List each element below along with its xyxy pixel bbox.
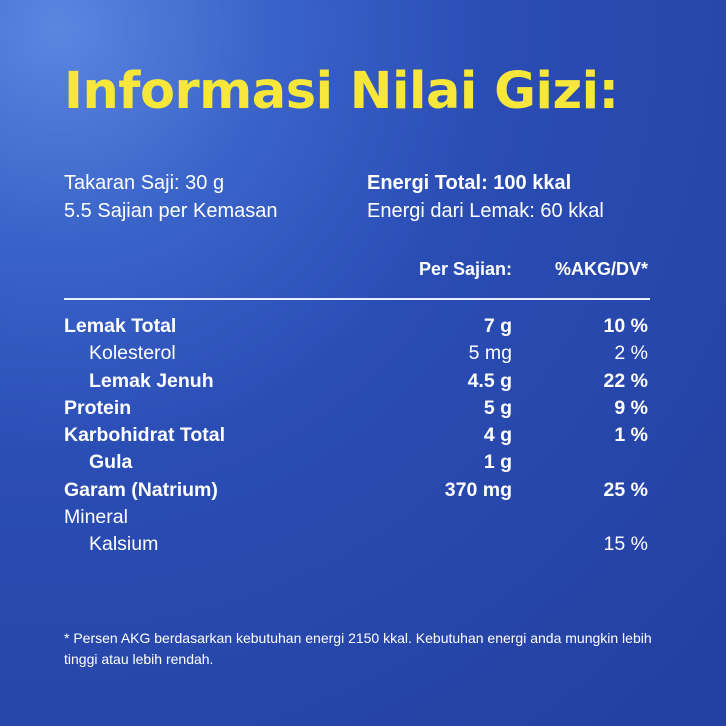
nutrient-dv-value: 25 % (603, 478, 648, 501)
nutrient-label: Mineral (64, 506, 128, 529)
nutrient-serving-value: 5 g (483, 396, 512, 419)
nutrient-dv-value: 2 % (614, 342, 648, 365)
nutrient-label: Kolesterol (89, 342, 176, 365)
nutrient-row (64, 449, 650, 476)
nutrient-row (64, 368, 650, 395)
serving-info-left (64, 169, 277, 225)
fat-energy: Energi dari Lemak: 60 kkal (367, 200, 604, 222)
nutrient-row (64, 422, 650, 449)
nutrient-row (64, 531, 650, 558)
nutrient-row (64, 313, 650, 340)
nutrient-serving-value: 4.5 g (467, 369, 512, 392)
nutrient-row (64, 340, 650, 367)
nutrient-row (64, 395, 650, 422)
footnote: * Persen AKG berdasarkan kebutuhan energi 2150 kkal. Kebutuhan energi anda mungkin lebih tinggi atau lebih rendah. (64, 630, 652, 667)
per-serving-header: Per Sajian: (418, 259, 512, 279)
total-energy: Energi Total: 100 kkal (367, 172, 572, 194)
nutrient-label: Lemak Jenuh (89, 369, 214, 392)
nutrient-dv-value: 22 % (603, 369, 648, 392)
nutrient-serving-value: 4 g (483, 424, 512, 447)
nutrient-serving-value: 5 mg (468, 342, 512, 365)
energy-info (367, 169, 604, 225)
nutrient-label: Karbohidrat Total (64, 424, 226, 447)
dv-header: %AKG/DV* (554, 259, 648, 279)
nutrient-serving-value: 1 g (483, 451, 512, 474)
nutrient-label: Protein (64, 396, 132, 419)
nutrient-serving-value: 7 g (483, 315, 512, 337)
nutrient-row (64, 504, 650, 531)
header-divider (64, 298, 650, 300)
nutrient-dv-value: 1 % (614, 424, 648, 447)
nutrient-dv-value: 9 % (614, 396, 648, 419)
nutrient-dv-value: 15 % (603, 533, 648, 556)
page-title: Informasi Nilai Gizi: (64, 62, 619, 121)
servings-per-pack: 5.5 Sajian per Kemasan (64, 200, 278, 222)
nutrient-serving-value: 370 mg (444, 478, 512, 501)
nutrient-label: Kalsium (89, 533, 159, 556)
nutrient-label: Gula (89, 451, 133, 474)
nutrient-dv-value: 10 % (603, 315, 648, 337)
nutrient-table (64, 313, 650, 559)
nutrient-label: Garam (Natrium) (64, 478, 218, 501)
nutrient-label: Lemak Total (64, 315, 177, 337)
serving-size: Takaran Saji: 30 g (64, 172, 225, 194)
nutrient-row (64, 477, 650, 504)
